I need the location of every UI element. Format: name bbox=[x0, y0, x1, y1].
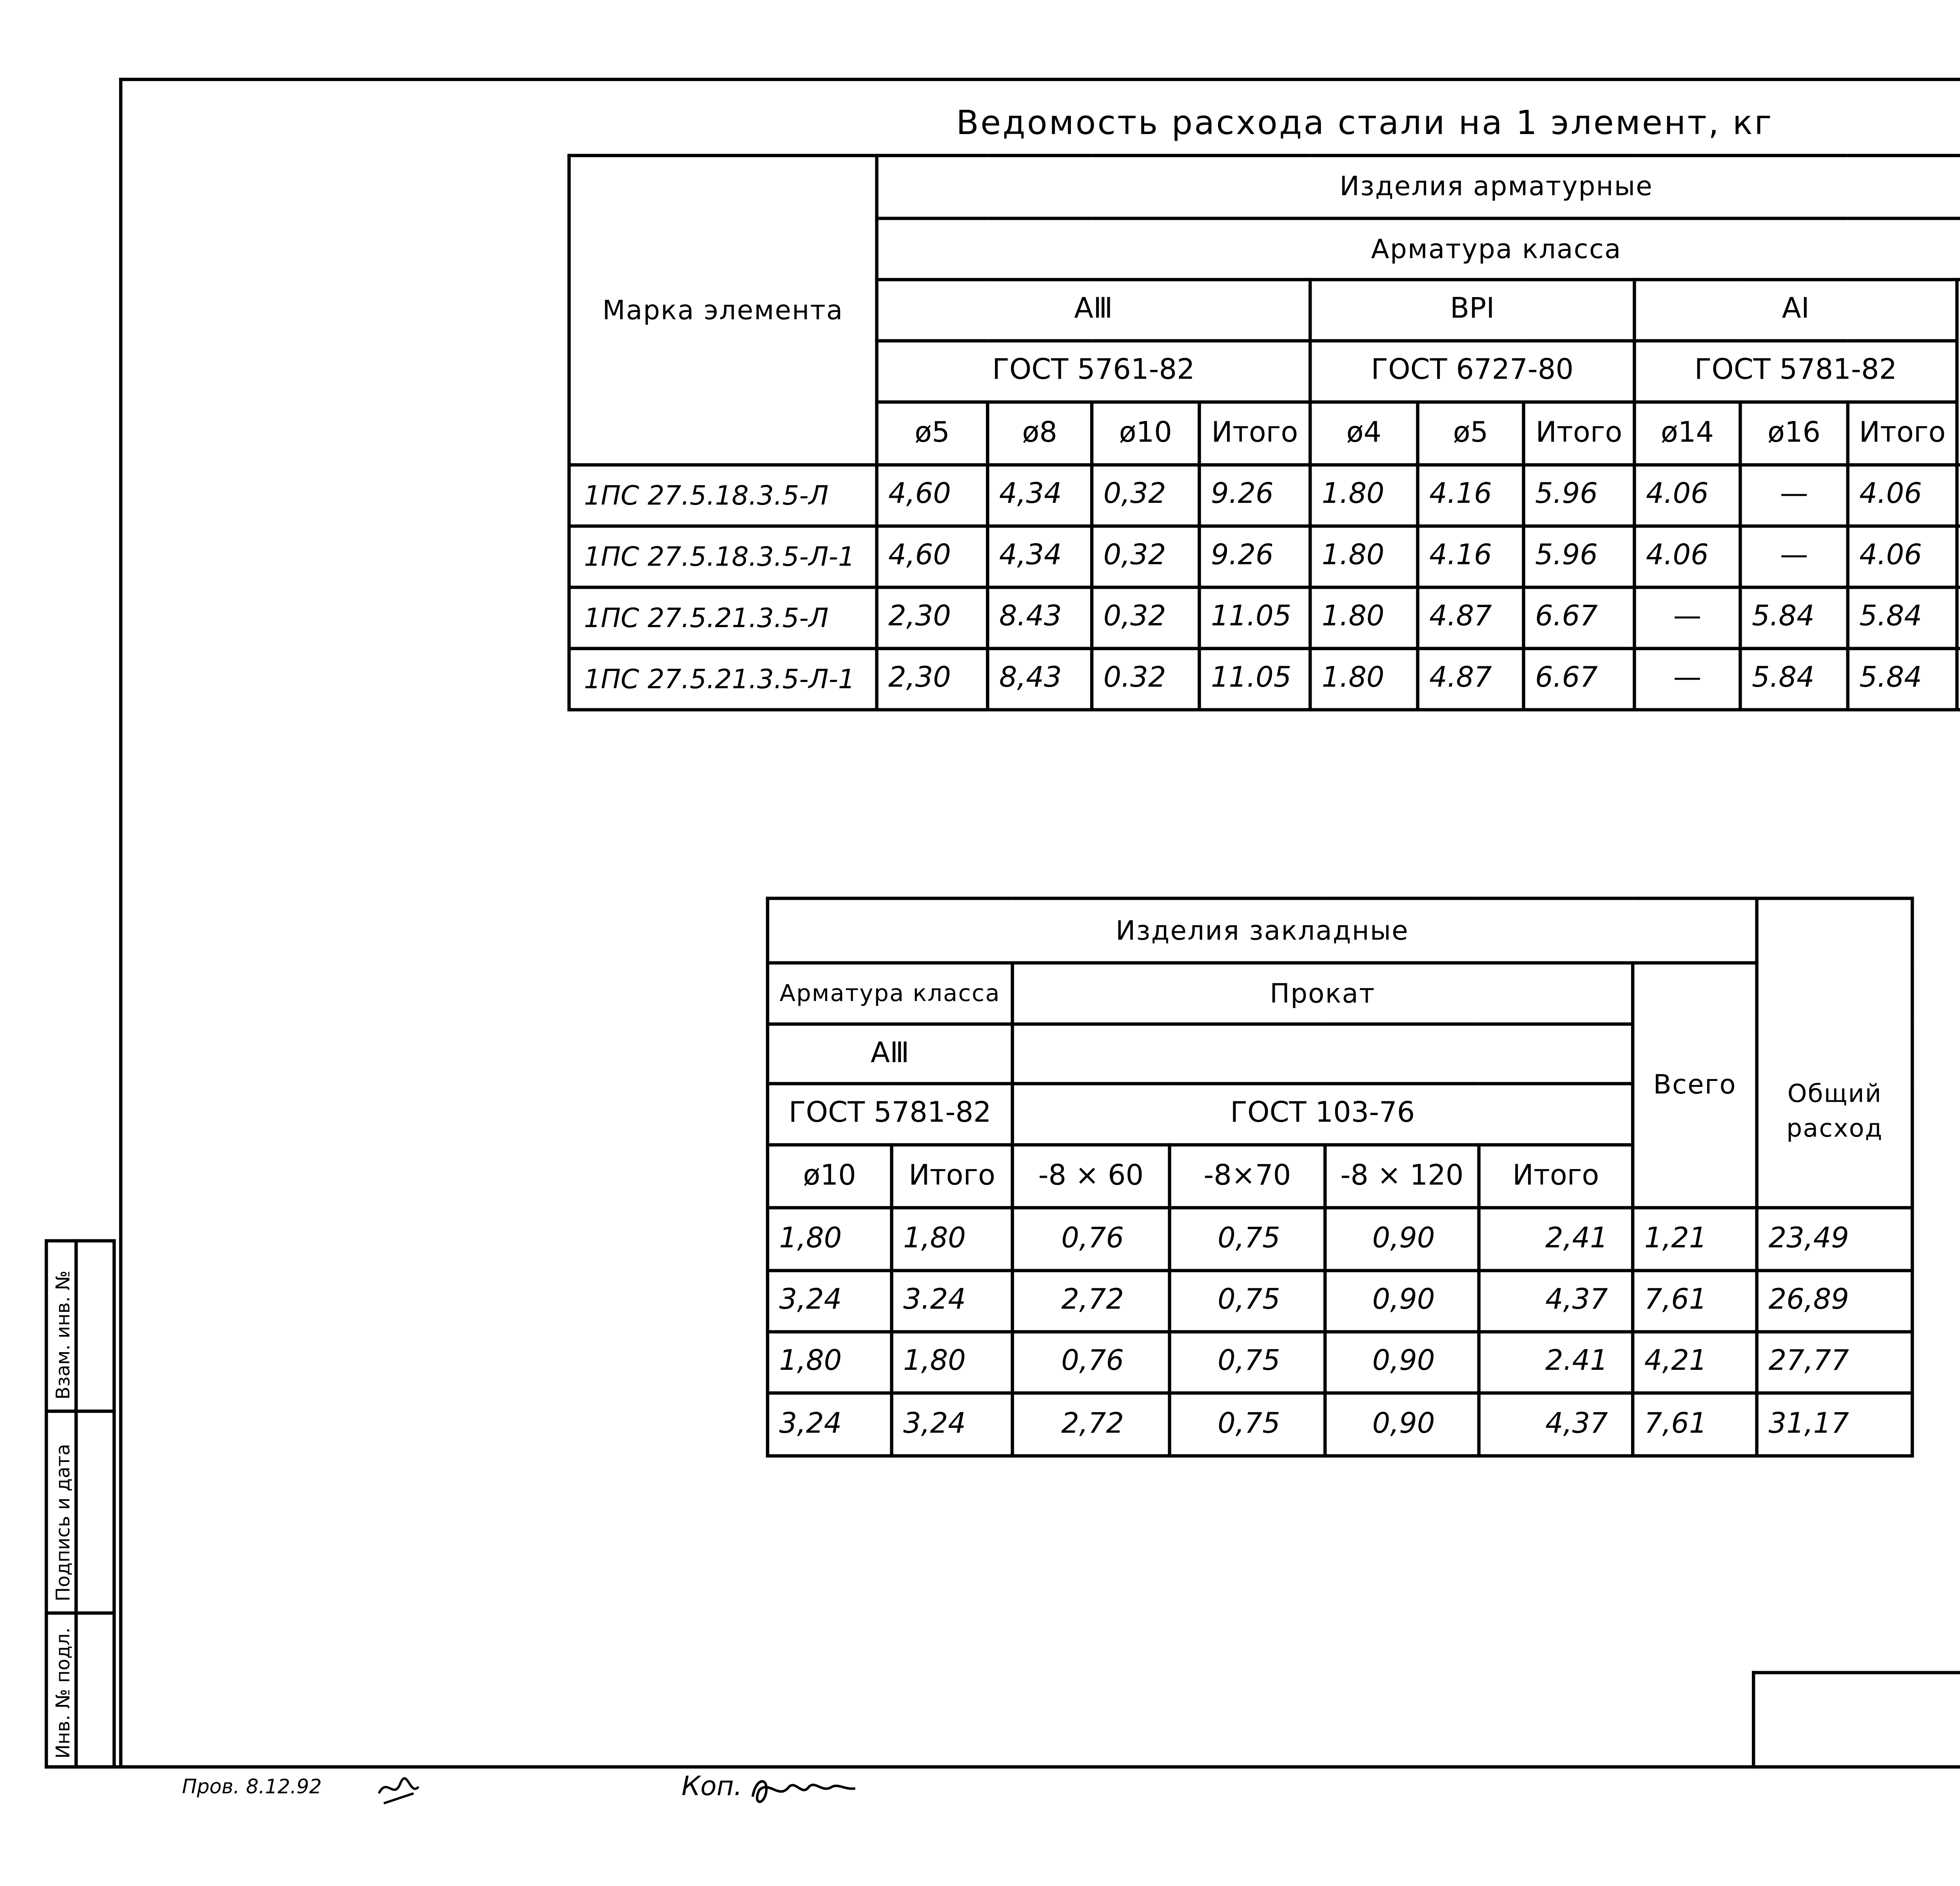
rolled-empty-cell bbox=[1013, 1024, 1633, 1084]
swap-inv-label: Взам. инв. № bbox=[51, 1270, 74, 1400]
cell: 1.80 bbox=[1310, 587, 1417, 648]
column-header: -8 × 60 bbox=[1013, 1145, 1170, 1208]
cell: 0,32 bbox=[1092, 465, 1199, 526]
cell: 8.43 bbox=[987, 587, 1092, 648]
cell: 2,72 bbox=[1013, 1271, 1170, 1332]
gost-rolled: ГОСТ 103-76 bbox=[1013, 1084, 1633, 1145]
cell: 4,60 bbox=[877, 465, 988, 526]
element-mark: 1ПС 27.5.18.3.5-Л bbox=[569, 465, 877, 526]
cell: 11.05 bbox=[1199, 649, 1310, 710]
cell: 1.80 bbox=[1310, 526, 1417, 587]
cell: 8,43 bbox=[987, 649, 1092, 710]
cell: 2.41 bbox=[1479, 1332, 1633, 1393]
cell: 0,90 bbox=[1325, 1271, 1479, 1332]
cell: 0,75 bbox=[1170, 1393, 1325, 1456]
cell: 4.06 bbox=[1634, 526, 1740, 587]
checker-signature-icon bbox=[374, 1770, 424, 1810]
cell: 4.06 bbox=[1848, 526, 1957, 587]
cell: 4,34 bbox=[987, 526, 1092, 587]
cell: 3,24 bbox=[768, 1393, 891, 1456]
cell: 4.16 bbox=[1418, 465, 1524, 526]
column-header: -8×70 bbox=[1170, 1145, 1325, 1208]
steel-consumption-table bbox=[567, 154, 1960, 712]
sign-date-label: Подпись и дата bbox=[51, 1444, 74, 1602]
cell: 0,90 bbox=[1325, 1332, 1479, 1393]
table-row bbox=[768, 1332, 1913, 1393]
table-row bbox=[569, 526, 1960, 587]
cell: 0,32 bbox=[1092, 587, 1199, 648]
cell: 4.16 bbox=[1418, 526, 1524, 587]
cell: 0,75 bbox=[1170, 1332, 1325, 1393]
cell: 1,80 bbox=[768, 1208, 891, 1270]
cell: 5.84 bbox=[1848, 587, 1957, 648]
cell: — bbox=[1740, 465, 1847, 526]
table-row bbox=[768, 1393, 1913, 1456]
group-class: BPⅠ bbox=[1310, 279, 1634, 341]
cell: 9.26 bbox=[1199, 465, 1310, 526]
element-mark: 1ПС 27.5.21.3.5-Л-1 bbox=[569, 649, 877, 710]
cell bbox=[1957, 649, 1960, 710]
cell: 1,80 bbox=[892, 1208, 1013, 1270]
column-header: ø8 bbox=[987, 402, 1092, 465]
header-element-mark: Марка элемента bbox=[569, 156, 877, 465]
header-overall-consumption bbox=[1757, 898, 1913, 1208]
cell: 6.67 bbox=[1524, 649, 1635, 710]
cell: 2,41 bbox=[1479, 1208, 1633, 1270]
cell: 5.84 bbox=[1740, 587, 1847, 648]
group-gost: ГОСТ 6727-80 bbox=[1310, 341, 1634, 402]
cell: 0,90 bbox=[1325, 1393, 1479, 1456]
cell: 0,75 bbox=[1170, 1208, 1325, 1270]
cell: 3,24 bbox=[768, 1271, 891, 1332]
gost-rebar: ГОСТ 5781-82 bbox=[768, 1084, 1013, 1145]
cell: 11.05 bbox=[1199, 587, 1310, 648]
title-block-left bbox=[1752, 1671, 1756, 1768]
group-gost: ГОСТ 5781-82 bbox=[1634, 341, 1957, 402]
cell: 1,80 bbox=[768, 1332, 891, 1393]
cell: — bbox=[1634, 587, 1740, 648]
cell: 7,61 bbox=[1633, 1271, 1757, 1332]
cell: 5.96 bbox=[1524, 526, 1635, 587]
copier-signature-icon bbox=[746, 1767, 865, 1817]
table-row bbox=[768, 1208, 1913, 1270]
cell: 0,76 bbox=[1013, 1332, 1170, 1393]
cell: 5.96 bbox=[1524, 465, 1635, 526]
group-gost: ГОСТ 5761-82 bbox=[877, 341, 1310, 402]
cell: 4.06 bbox=[1634, 465, 1740, 526]
cell: 4,37 bbox=[1479, 1271, 1633, 1332]
cell: — bbox=[1740, 526, 1847, 587]
cell: 2,72 bbox=[1013, 1393, 1170, 1456]
column-header: ø5 bbox=[877, 402, 988, 465]
table-row bbox=[768, 1271, 1913, 1332]
cell: 6.67 bbox=[1524, 587, 1635, 648]
group-class: AⅢ bbox=[877, 279, 1310, 341]
table-row bbox=[569, 465, 1960, 526]
cell bbox=[1957, 587, 1960, 648]
element-mark: 1ПС 27.5.18.3.5-Л-1 bbox=[569, 526, 877, 587]
cell: 5.84 bbox=[1848, 649, 1957, 710]
document-title: Ведомость расхода стали на 1 элемент, кг bbox=[956, 102, 1773, 143]
cell: 0,90 bbox=[1325, 1208, 1479, 1270]
cell: 4.87 bbox=[1418, 649, 1524, 710]
cell: 2,30 bbox=[877, 649, 988, 710]
column-header: ø4 bbox=[1310, 402, 1417, 465]
header-total: Всего bbox=[1633, 963, 1757, 1208]
cell: 2,30 bbox=[877, 587, 988, 648]
cell: 4.87 bbox=[1418, 587, 1524, 648]
cell: 1,21 bbox=[1633, 1208, 1757, 1270]
title-block-top bbox=[1752, 1671, 1960, 1675]
frame-bottom bbox=[45, 1765, 1960, 1769]
copied-note: Коп. bbox=[681, 1770, 742, 1802]
column-header: ø10 bbox=[768, 1145, 891, 1208]
column-header: ø16 bbox=[1740, 402, 1847, 465]
cell: 7,61 bbox=[1633, 1393, 1757, 1456]
rebar-class-value: AⅢ bbox=[768, 1024, 1013, 1084]
cell: 1,80 bbox=[892, 1332, 1013, 1393]
cell: 4,60 bbox=[877, 526, 988, 587]
element-mark: 1ПС 27.5.21.3.5-Л bbox=[569, 587, 877, 648]
cell: 0,76 bbox=[1013, 1208, 1170, 1270]
cell bbox=[1957, 465, 1960, 526]
cell: 0,75 bbox=[1170, 1271, 1325, 1332]
column-header: Итого bbox=[1848, 402, 1957, 465]
header-embedded-products: Изделия закладные bbox=[768, 898, 1757, 963]
side-stamp-fields bbox=[74, 1239, 116, 1769]
column-header: Итого bbox=[1524, 402, 1635, 465]
column-header: ø14 bbox=[1634, 402, 1740, 465]
cell: 3.24 bbox=[892, 1271, 1013, 1332]
cell: 1.80 bbox=[1310, 649, 1417, 710]
header-products: Изделия арматурные bbox=[877, 156, 1960, 218]
cell: 0,32 bbox=[1092, 526, 1199, 587]
frame-top bbox=[119, 78, 1960, 82]
column-header: ø10 bbox=[1092, 402, 1199, 465]
cell: 1.80 bbox=[1310, 465, 1417, 526]
side-divider bbox=[45, 1409, 116, 1413]
cell: 27,77 bbox=[1757, 1332, 1913, 1393]
cell: 4,34 bbox=[987, 465, 1092, 526]
cell: 23,49 bbox=[1757, 1208, 1913, 1270]
header-rebar-class: Арматура класса bbox=[768, 963, 1013, 1024]
header-total bbox=[1957, 279, 1960, 465]
cell bbox=[1957, 526, 1960, 587]
embedded-items-table bbox=[766, 897, 1914, 1458]
overall-consumption-label: Общий расход bbox=[1786, 1079, 1883, 1142]
cell: 3,24 bbox=[892, 1393, 1013, 1456]
header-rolled: Прокат bbox=[1013, 963, 1633, 1024]
cell: 31,17 bbox=[1757, 1393, 1913, 1456]
table-row bbox=[569, 587, 1960, 648]
header-rebar-class: Арматура класса bbox=[877, 218, 1960, 279]
cell: — bbox=[1634, 649, 1740, 710]
cell: 4.06 bbox=[1848, 465, 1957, 526]
table-row bbox=[569, 649, 1960, 710]
side-divider bbox=[45, 1611, 116, 1615]
cell: 26,89 bbox=[1757, 1271, 1913, 1332]
frame-left bbox=[119, 78, 123, 1768]
cell: 9.26 bbox=[1199, 526, 1310, 587]
cell: 0.32 bbox=[1092, 649, 1199, 710]
group-class: AⅠ bbox=[1634, 279, 1957, 341]
column-header: Итого bbox=[1479, 1145, 1633, 1208]
column-header: -8 × 120 bbox=[1325, 1145, 1479, 1208]
column-header: Итого bbox=[892, 1145, 1013, 1208]
cell: 4,37 bbox=[1479, 1393, 1633, 1456]
checked-note: Пров. 8.12.92 bbox=[182, 1775, 322, 1799]
cell: 5.84 bbox=[1740, 649, 1847, 710]
inv-original-label: Инв. № подл. bbox=[51, 1627, 74, 1759]
cell: 4,21 bbox=[1633, 1332, 1757, 1393]
column-header: ø5 bbox=[1418, 402, 1524, 465]
column-header: Итого bbox=[1199, 402, 1310, 465]
